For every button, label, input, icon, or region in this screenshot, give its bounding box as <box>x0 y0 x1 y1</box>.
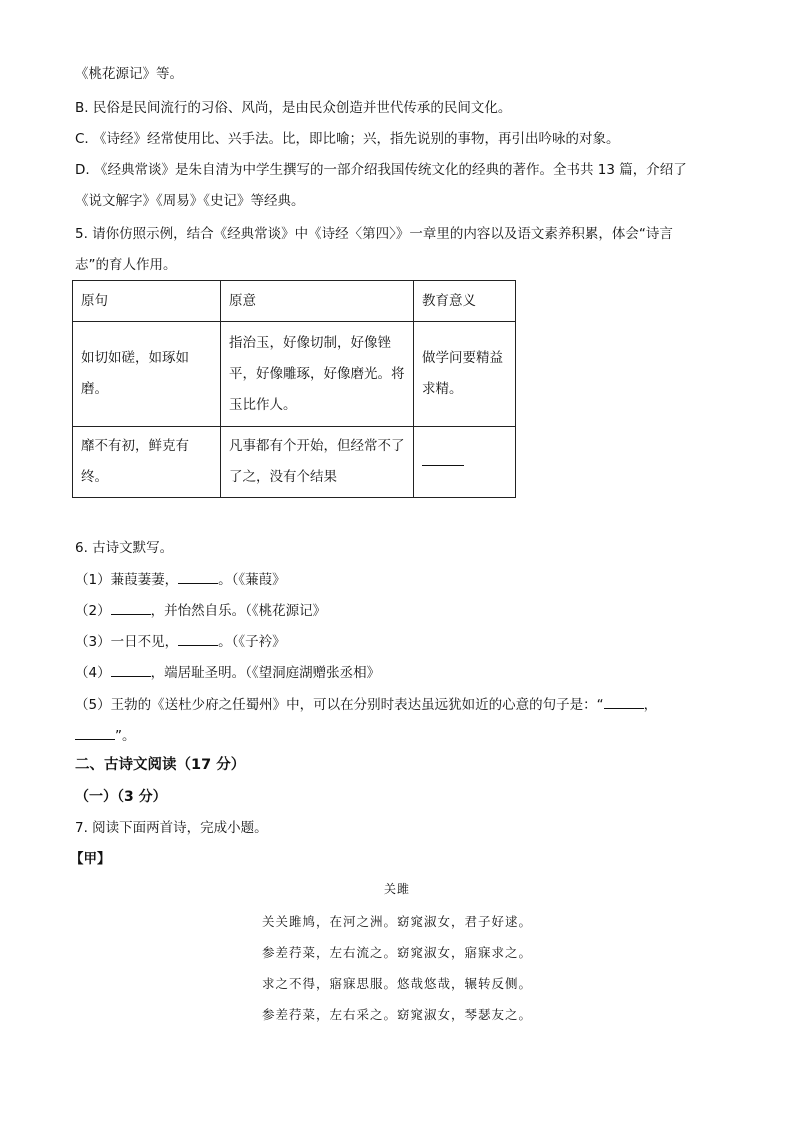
option-a-tail: 《桃花源记》等。 <box>75 66 183 82</box>
table-row <box>73 427 516 498</box>
recite-sep: ， <box>643 697 658 713</box>
recite-suffix: ，并怡然自乐。（《桃花源记》 <box>150 603 327 619</box>
option-d: D. 《经典常谈》是朱自清为中学生撰写的一部介绍我国传统文化的经典的著作。全书共 13 篇，介绍了 <box>75 162 687 178</box>
section-2-sub: （一）（3 分） <box>75 789 167 805</box>
recite-prefix: （1）蒹葭萋萋， <box>75 572 179 588</box>
option-c: C. 《诗经》经常使用比、兴手法。比，即比喻；兴，指先说别的事物，再引出吟咏的对象。 <box>75 131 620 147</box>
recite-suffix: ，端居耻圣明。（《望洞庭湖赠张丞相》 <box>150 665 381 681</box>
fill-blank[interactable] <box>75 725 115 740</box>
poem-line: 参差荇菜，左右采之。窈窕淑女，琴瑟友之。 <box>261 1007 532 1022</box>
fill-blank[interactable] <box>111 662 151 677</box>
recite-item-2 <box>75 600 326 621</box>
poem-line: 参差荇菜，左右流之。窈窕淑女，寤寐求之。 <box>261 945 532 960</box>
jia-label: 【甲】 <box>70 851 111 867</box>
recite-item-1 <box>75 569 286 590</box>
answer-blank-cell[interactable] <box>414 427 516 498</box>
recite-item-5-cont <box>75 725 136 746</box>
cell-meaning: 凡事都有个开始，但经常不了了之，没有个结果 <box>221 427 414 498</box>
answer-blank[interactable] <box>422 451 464 466</box>
example-table <box>72 280 516 498</box>
cell-education: 做学问要精益求精。 <box>414 322 516 427</box>
cell-original: 如切如磋，如琢如磨。 <box>73 322 221 427</box>
recite-item-5 <box>75 694 657 715</box>
recite-prefix: （2） <box>75 603 111 619</box>
section-2-title: 二、古诗文阅读（17 分） <box>75 757 246 773</box>
poem-title: 关雎 <box>383 882 410 896</box>
recite-prefix: （3）一日不见， <box>75 634 179 650</box>
cell-original: 靡不有初，鲜克有终。 <box>73 427 221 498</box>
question-5: 5. 请你仿照示例，结合《经典常谈》中《诗经〈第四〉》一章里的内容以及语文素养积累，体会“诗言 <box>75 226 673 242</box>
poem-line: 求之不得，寤寐思服。悠哉悠哉，辗转反侧。 <box>261 976 532 991</box>
poem-line: 关关雎鸠，在河之洲。窈窕淑女，君子好逑。 <box>261 914 532 929</box>
question-7: 7. 阅读下面两首诗，完成小题。 <box>75 820 268 836</box>
header-original: 原句 <box>73 281 221 322</box>
recite-item-4 <box>75 662 380 683</box>
recite-suffix: ”。 <box>115 728 136 744</box>
header-meaning: 原意 <box>221 281 414 322</box>
option-b: B. 民俗是民间流行的习俗、风尚，是由民众创造并世代传承的民间文化。 <box>75 100 512 116</box>
fill-blank[interactable] <box>178 569 218 584</box>
recite-suffix: 。（《蒹葭》 <box>218 572 286 588</box>
table-header-row <box>73 281 516 322</box>
cell-meaning: 指治玉，好像切制，好像锉平，好像雕琢，好像磨光。将玉比作人。 <box>221 322 414 427</box>
recite-prefix: （4） <box>75 665 111 681</box>
recite-prefix: （5）王勃的《送杜少府之任蜀州》中，可以在分别时表达虽远犹如近的心意的句子是：“ <box>75 697 604 713</box>
recite-suffix: 。（《子衿》 <box>218 634 286 650</box>
question-5-cont: 志”的育人作用。 <box>75 257 177 273</box>
fill-blank[interactable] <box>111 600 151 615</box>
recite-item-3 <box>75 631 286 652</box>
table-row <box>73 322 516 427</box>
header-education: 教育意义 <box>414 281 516 322</box>
fill-blank[interactable] <box>178 631 218 646</box>
fill-blank[interactable] <box>604 694 644 709</box>
question-6: 6. 古诗文默写。 <box>75 540 174 556</box>
option-d-cont: 《说文解字》《周易》《史记》等经典。 <box>75 193 305 209</box>
